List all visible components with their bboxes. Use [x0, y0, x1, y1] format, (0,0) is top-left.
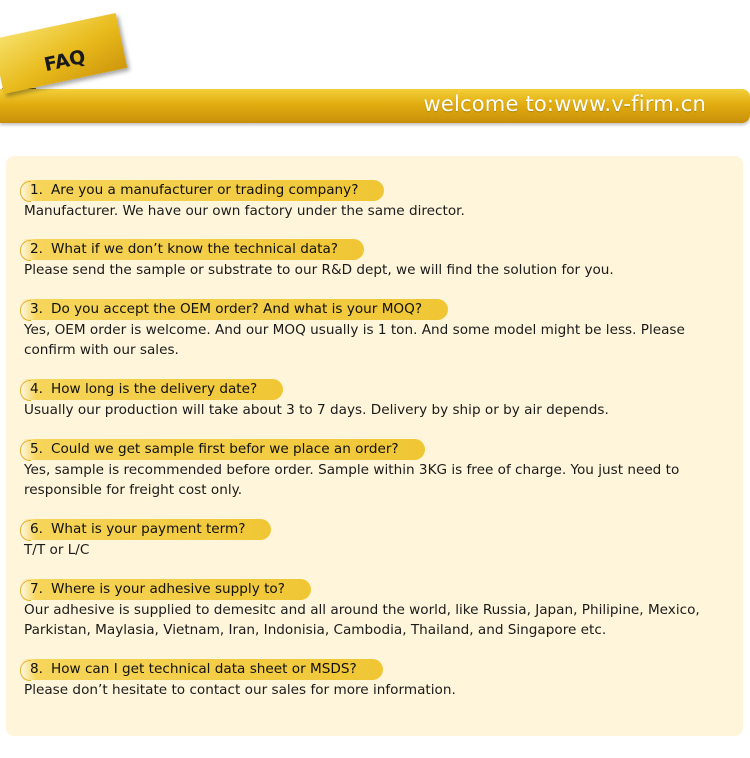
question-number: 1. — [30, 182, 43, 198]
faq-question — [22, 239, 364, 260]
faq-answer: Yes, sample is recommended before order. Sample within 3KG is free of charge. You just need to responsible for freight cost only. — [24, 462, 680, 498]
faq-item — [22, 658, 724, 700]
faq-item — [22, 238, 724, 280]
faq-answer: Manufacturer. We have our own factory under the same director. — [24, 203, 465, 219]
question-text: How can I get technical data sheet or MSDS? — [50, 661, 357, 677]
faq-question — [22, 579, 311, 600]
faq-question — [22, 379, 283, 400]
faq-question — [22, 519, 271, 540]
question-number: 8. — [30, 661, 43, 677]
faq-answer: Please send the sample or substrate to our R&D dept, we will find the solution for you. — [24, 262, 614, 278]
faq-answer: T/T or L/C — [24, 542, 90, 558]
question-number: 7. — [30, 581, 43, 597]
question-text: Where is your adhesive supply to? — [50, 581, 285, 597]
question-text: Could we get sample first befor we place an order? — [50, 441, 399, 457]
faq-panel — [6, 156, 743, 736]
faq-item — [22, 438, 724, 500]
welcome-banner — [0, 89, 750, 123]
question-text: What if we don’t know the technical data? — [50, 241, 339, 257]
faq-question — [22, 439, 425, 460]
question-text: Do you accept the OEM order? And what is your MOQ? — [50, 301, 423, 317]
question-text: Are you a manufacturer or trading company? — [50, 182, 359, 198]
question-number: 3. — [30, 301, 43, 317]
faq-item — [22, 518, 724, 560]
faq-answer: Please don’t hesitate to contact our sales for more information. — [24, 682, 456, 698]
welcome-text: welcome to:www.v-firm.cn — [423, 92, 706, 116]
question-number: 5. — [30, 441, 43, 457]
question-number: 2. — [30, 241, 43, 257]
question-text: What is your payment term? — [50, 521, 246, 537]
faq-item — [22, 298, 724, 360]
faq-item — [22, 378, 724, 420]
faq-item — [22, 578, 724, 640]
question-number: 4. — [30, 381, 43, 397]
faq-item — [22, 179, 724, 221]
faq-title: FAQ — [42, 45, 88, 77]
faq-answer: Usually our production will take about 3 to 7 days. Delivery by ship or by air depends. — [24, 402, 609, 418]
question-text: How long is the delivery date? — [50, 381, 258, 397]
faq-question — [22, 659, 383, 680]
question-number: 6. — [30, 521, 43, 537]
faq-answer: Yes, OEM order is welcome. And our MOQ usually is 1 ton. And some model might be less. Please confirm with our sales. — [24, 322, 685, 358]
faq-question — [22, 299, 448, 320]
faq-answer: Our adhesive is supplied to demesitc and all around the world, like Russia, Japan, Philipine, Mexico, Parkistan, Maylasia, Vietnam, Iran, Indonisia, Cambodia, Thailand, and Singapore etc. — [24, 602, 700, 638]
faq-question — [22, 180, 384, 201]
